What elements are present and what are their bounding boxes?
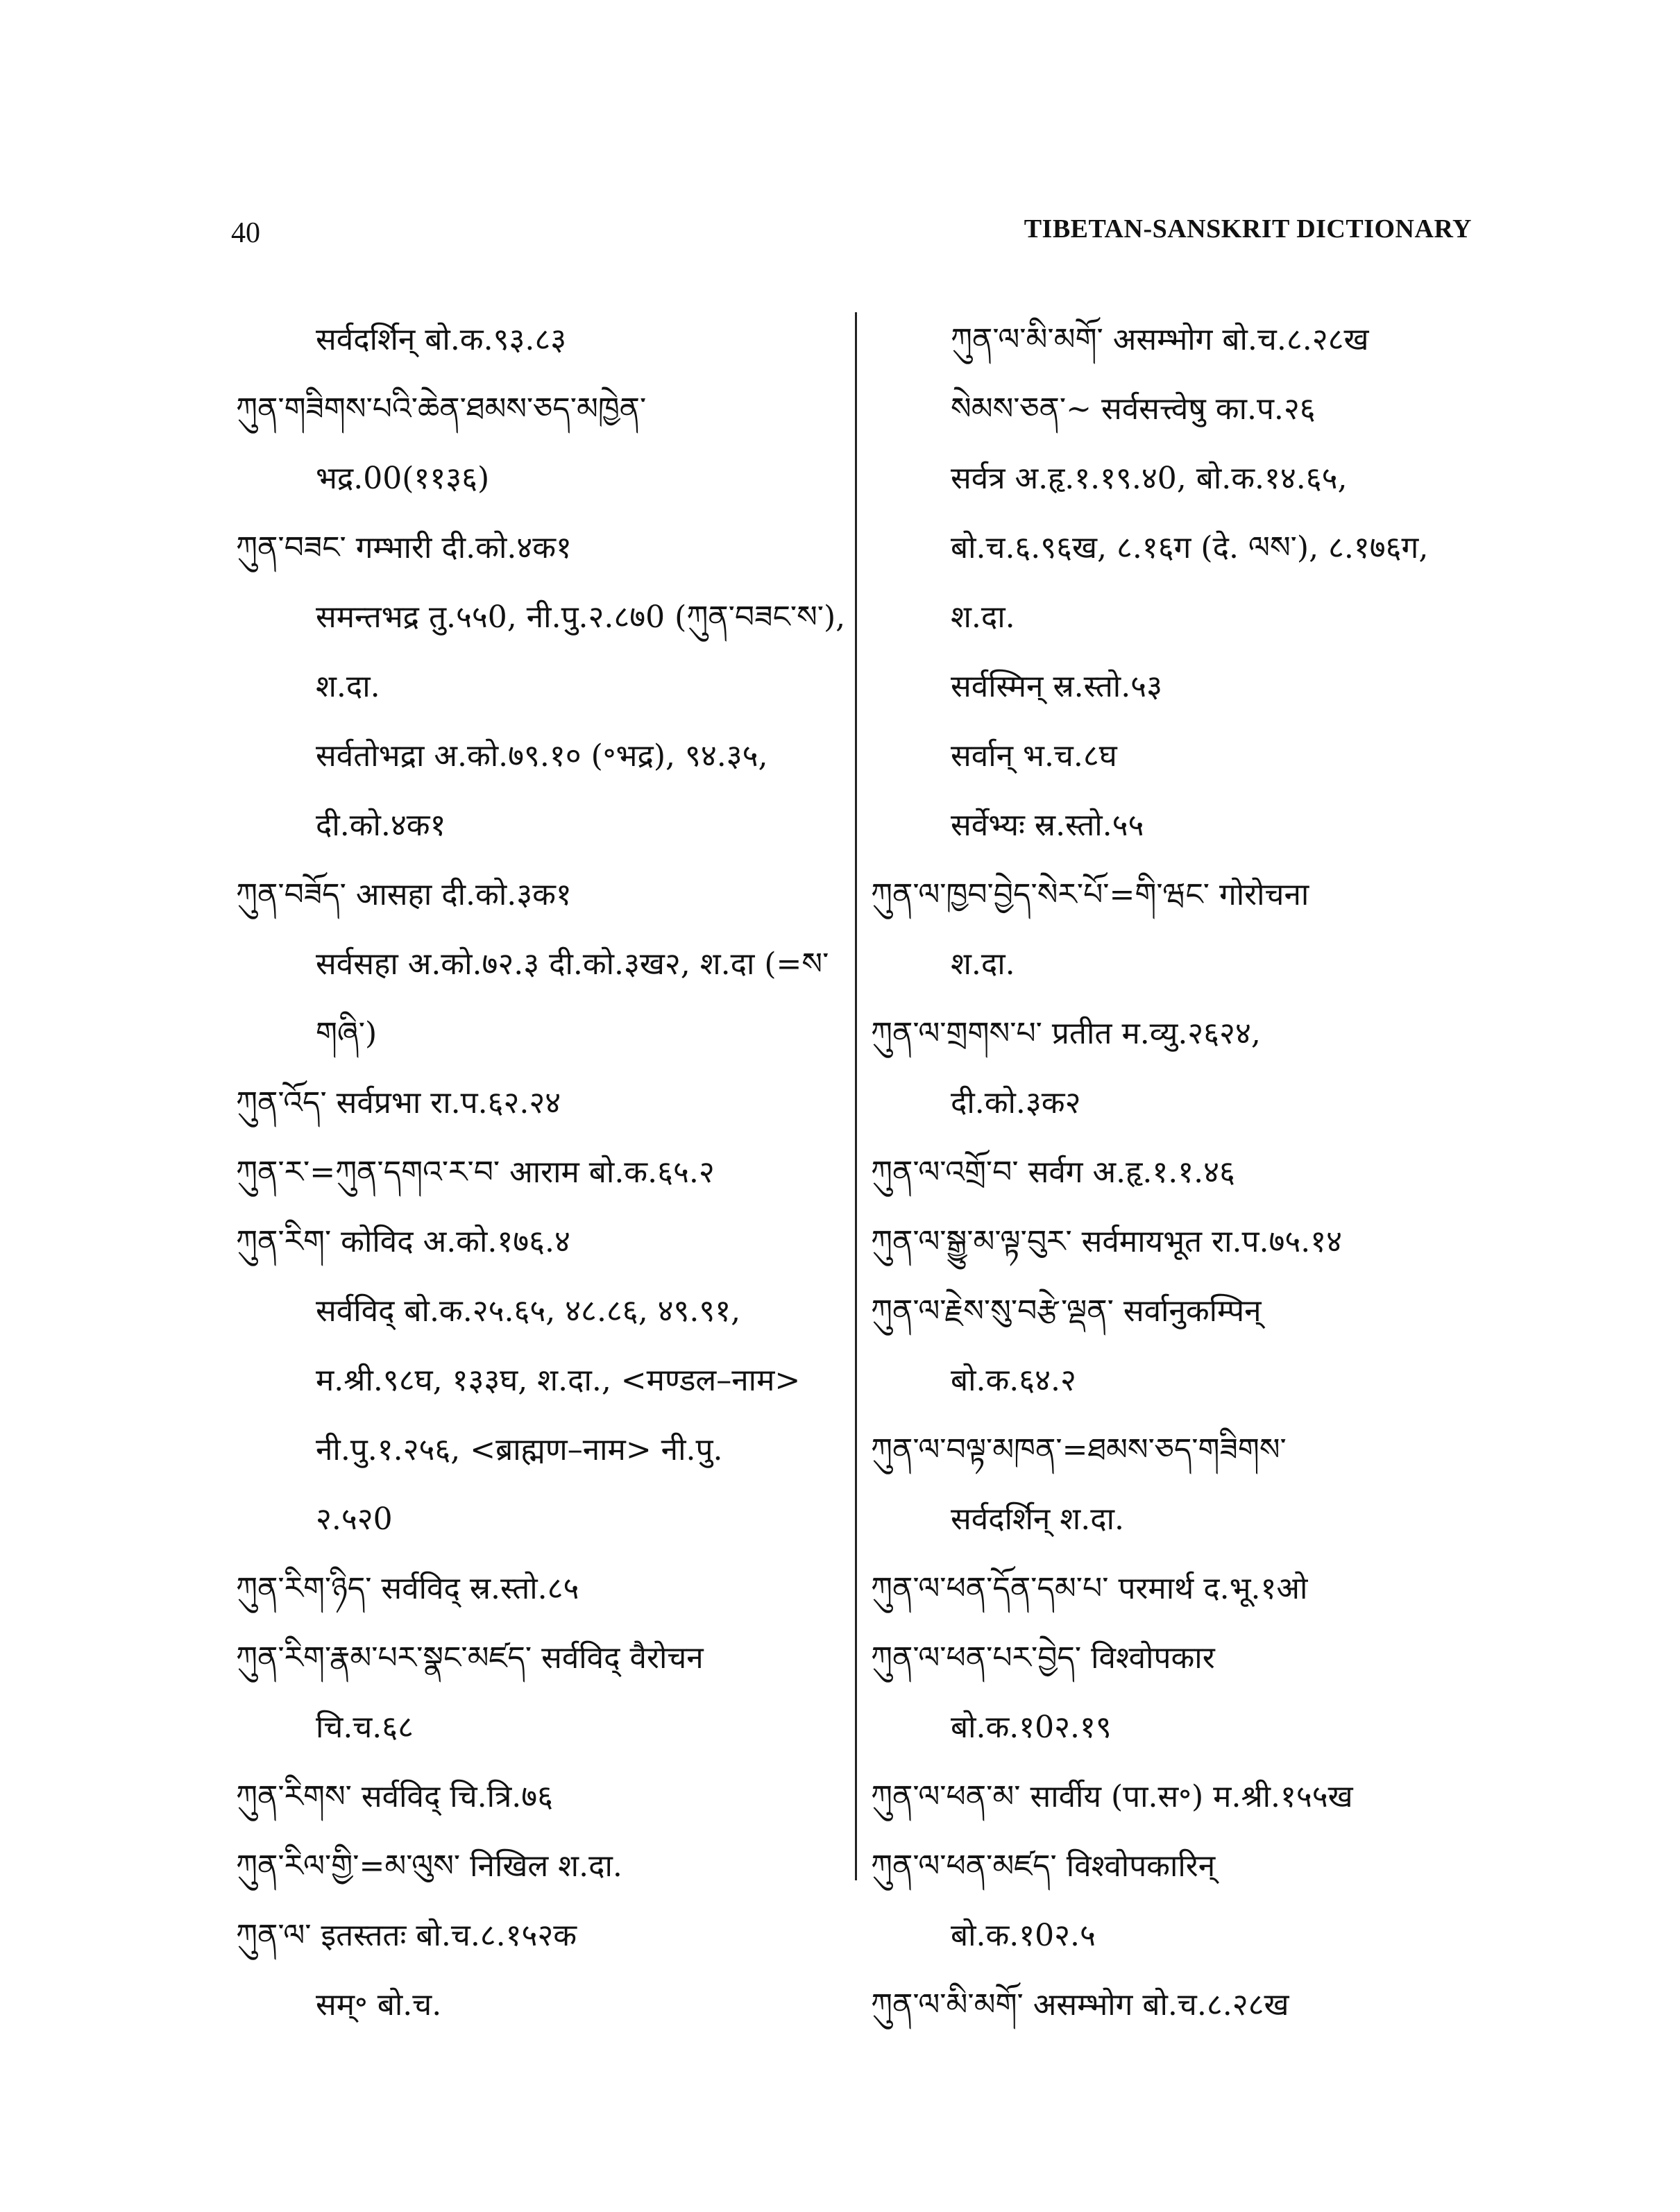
dictionary-line: सम्॰ बो.च. — [316, 1987, 442, 2023]
dictionary-line: ཀུན་བཟང་ गम्भारी दी.को.४क१ — [236, 530, 572, 565]
dictionary-line: ཀུན་ལ་བལྟ་མཁན་=ཐམས་ཅད་གཟིགས་ — [871, 1432, 1287, 1467]
dictionary-line: ཀུན་ལ་ཕན་པར་བྱེད་ विश्वोपकार — [871, 1640, 1215, 1676]
page-number: 40 — [231, 217, 260, 249]
dictionary-line: सर्वान् भ.च.८घ — [951, 738, 1117, 774]
running-head: TIBETAN-SANSKRIT DICTIONARY — [1024, 214, 1472, 244]
dictionary-line: बो.क.१0२.५ — [951, 1918, 1096, 1953]
dictionary-line: ཀུན་རིག་རྣམ་པར་སྣང་མཛད་ सर्वविद् वैरोचन — [236, 1640, 704, 1676]
dictionary-line: ཀུན་ལ་འགྲོ་བ་ सर्वग अ.हृ.१.१.४६ — [871, 1155, 1235, 1190]
dictionary-line: दी.को.३क२ — [951, 1085, 1081, 1121]
dictionary-line: ཀུན་རིགས་ सर्वविद् चि.त्रि.७६ — [236, 1779, 554, 1814]
dictionary-line: ཀུན་ལ་ཕན་མཛད་ विश्वोपकारिन् — [871, 1848, 1216, 1884]
dictionary-line: ཀུན་ལ་མི་མགོ་ असम्भोग बो.च.८.२८ख — [951, 322, 1369, 357]
dictionary-line: २.५२0 — [316, 1501, 393, 1537]
dictionary-line: सर्वविद् बो.क.२५.६५, ४८.८६, ४९.९१, — [316, 1293, 741, 1329]
dictionary-line: बो.च.६.९६ख, ८.१६ग (दे. ལས་), ८.१७६ग, — [951, 530, 1429, 565]
dictionary-line: दी.को.४क१ — [316, 808, 446, 843]
dictionary-line: ཀུན་ལ་ཕན་མ་ सार्वीय (पा.स॰) म.श्री.१५५ख — [871, 1779, 1353, 1814]
dictionary-line: सर्वेभ्यः स्र.स्तो.५५ — [951, 808, 1144, 843]
dictionary-line: ཀུན་འོད་ सर्वप्रभा रा.प.६२.२४ — [236, 1085, 561, 1121]
dictionary-line: सर्वदर्शिन् बो.क.९३.८३ — [316, 322, 567, 357]
dictionary-line: श.दा. — [951, 946, 1015, 982]
dictionary-line: ཀུན་གཟིགས་པའི་ཆེན་ཐམས་ཅད་མཁྱེན་ — [236, 391, 647, 427]
dictionary-line: सर्वसहा अ.को.७२.३ दी.को.३ख२, श.दा (=ས་ — [316, 946, 829, 982]
dictionary-line: གཞི་) — [316, 1016, 377, 1051]
dictionary-line: श.दा. — [951, 599, 1015, 635]
dictionary-line: ཀུན་རིག་ཉིད་ सर्वविद् स्र.स्तो.८५ — [236, 1571, 579, 1606]
dictionary-line: ཀུན་ལ་ इतस्ततः बो.च.८.१५२क — [236, 1918, 577, 1953]
dictionary-line: म.श्री.९८घ, १३३घ, श.दा., <मण्डल–नाम> — [316, 1363, 801, 1398]
dictionary-line: ཀུན་རིལ་གྱི་=མ་ལུས་ निखिल श.दा. — [236, 1848, 622, 1884]
dictionary-line: भद्र.00(११३६) — [316, 461, 490, 496]
dictionary-line: ཀུན་ལ་མི་མགོ་ असम्भोग बो.च.८.२८ख — [871, 1987, 1289, 2023]
dictionary-line: समन्तभद्र तु.५५0, नी.पु.२.८७0 (ཀུན་བཟང་ས་), — [316, 599, 846, 635]
dictionary-line: सर्वत्र अ.हृ.१.१९.४0, बो.क.१४.६५, — [951, 461, 1348, 496]
dictionary-line: बो.क.६४.२ — [951, 1363, 1076, 1398]
dictionary-line: चि.च.६८ — [316, 1710, 414, 1745]
dictionary-line: ཀུན་ར་=ཀུན་དགའ་ར་བ་ आराम बो.क.६५.२ — [236, 1155, 715, 1190]
dictionary-line: ཀུན་ལ་གྲགས་པ་ प्रतीत म.व्यु.२६२४, — [871, 1016, 1261, 1051]
dictionary-line: ཀུན་ལ་ཁྱབ་བྱེད་སེར་པོ་=གི་ཝང་ गोरोचना — [871, 877, 1309, 912]
dictionary-line: सर्वतोभद्रा अ.को.७९.१० (॰भद्र), ९४.३५, — [316, 738, 768, 774]
dictionary-line: ཀུན་ལ་ཕན་དོན་དམ་པ་ परमार्थ द.भू.१ओ — [871, 1571, 1308, 1606]
dictionary-line: नी.पु.१.२५६, <ब्राह्मण–नाम> नी.पु. — [316, 1432, 723, 1467]
dictionary-line: སེམས་ཅན་~ सर्वसत्त्वेषु का.प.२६ — [951, 391, 1316, 427]
column-divider — [855, 312, 857, 1880]
dictionary-line: सर्वस्मिन् स्र.स्तो.५३ — [951, 669, 1162, 704]
right-column — [871, 305, 1482, 2040]
dictionary-line: श.दा. — [316, 669, 380, 704]
left-column — [236, 305, 847, 2040]
dictionary-line: ཀུན་ལ་སྒྱུ་མ་ལྟ་བུར་ सर्वमायभूत रा.प.७५.१४ — [871, 1224, 1342, 1259]
dictionary-line: बो.क.१0२.१९ — [951, 1710, 1112, 1745]
dictionary-line: ཀུན་རིག་ कोविद अ.को.१७६.४ — [236, 1224, 570, 1259]
dictionary-line: ཀུན་ལ་རྗེས་སུ་བརྩེ་ལྡན་ सर्वानुकम्पिन् — [871, 1293, 1262, 1329]
dictionary-line: ཀུན་བཟོད་ आसहा दी.को.३क१ — [236, 877, 572, 912]
dictionary-line: सर्वदर्शिन् श.दा. — [951, 1501, 1124, 1537]
